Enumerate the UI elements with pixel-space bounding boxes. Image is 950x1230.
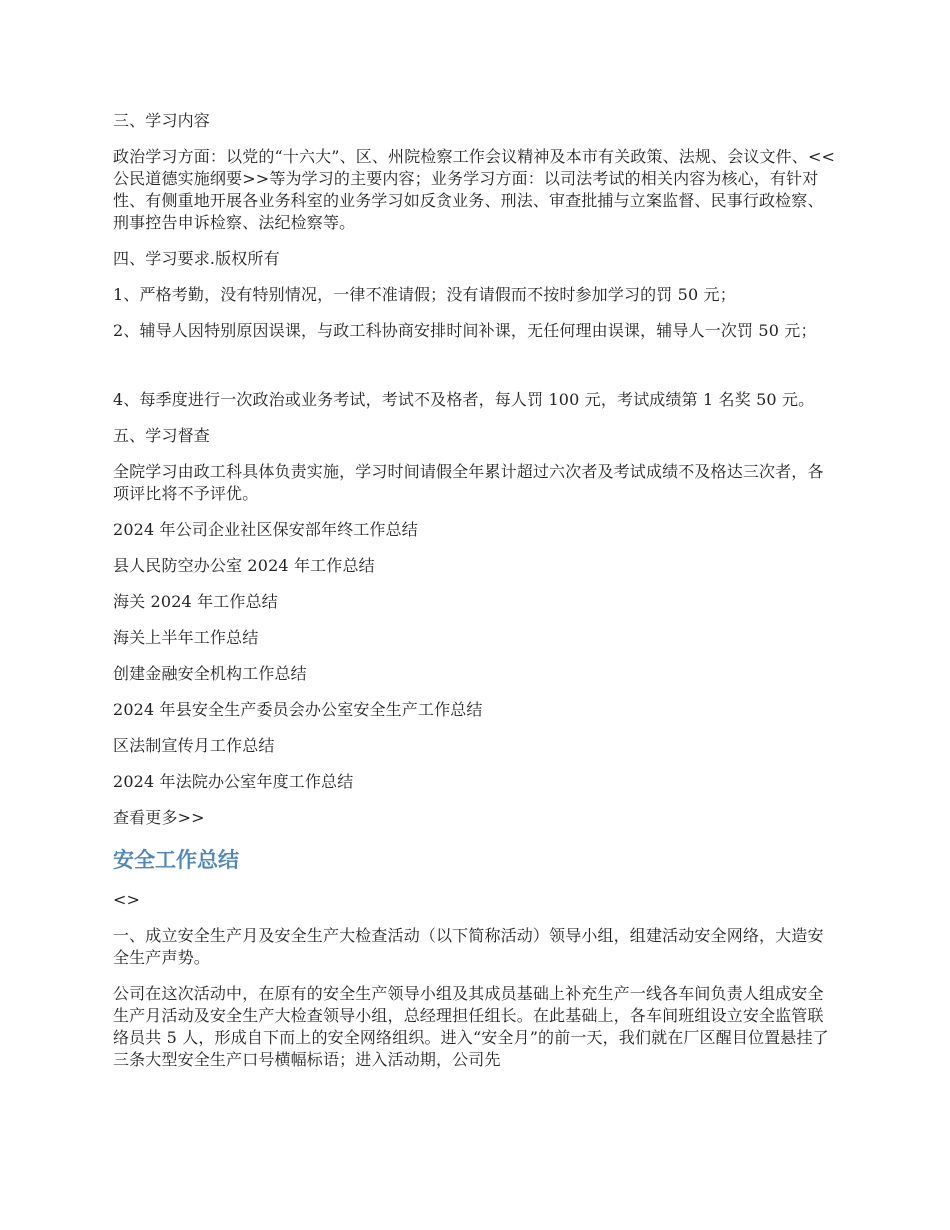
article-paragraph-1: 一、成立安全生产月及安全生产大检查活动（以下简称活动）领导小组，组建活动安全网络，大造安全生产声势。: [113, 926, 824, 967]
related-link[interactable]: 2024 年公司企业社区保安部年终工作总结: [113, 520, 418, 539]
related-link[interactable]: 县人民防空办公室 2024 年工作总结: [113, 556, 375, 575]
related-link[interactable]: 区法制宣传月工作总结: [113, 736, 275, 755]
section-heading-requirements: 四、学习要求.版权所有: [113, 249, 280, 268]
section-heading-supervision: 五、学习督查: [113, 426, 210, 445]
more-link[interactable]: 查看更多>>: [113, 808, 205, 827]
requirement-4: 4、每季度进行一次政治或业务考试，考试不及格者，每人罚 100 元，考试成绩第 1 名奖 50 元。: [113, 390, 815, 409]
article-marker: <>: [113, 890, 141, 909]
related-link[interactable]: 海关 2024 年工作总结: [113, 592, 278, 611]
related-link[interactable]: 创建金融安全机构工作总结: [113, 664, 307, 683]
section-heading-content: 三、学习内容: [113, 111, 210, 130]
related-link[interactable]: 2024 年县安全生产委员会办公室安全生产工作总结: [113, 700, 483, 719]
article-paragraph-2: 公司在这次活动中，在原有的安全生产领导小组及其成员基础上补充生产一线各车间负责人组成安全生产月活动及安全生产大检查领导小组，总经理担任组长。在此基础上，各车间班组设立安全监管联络员共 5 人，形成自下而上的安全网络组织。进入“安全月”的前一天，我们就在厂区醒目位置悬挂了三条大型安全生产口号横幅标语；进入活动期，公司先: [113, 984, 829, 1069]
requirement-1: 1、严格考勤，没有特别情况，一律不准请假；没有请假而不按时参加学习的罚 50 元；: [113, 285, 736, 304]
related-link[interactable]: 海关上半年工作总结: [113, 628, 259, 647]
supervision-paragraph: 全院学习由政工科具体负责实施，学习时间请假全年累计超过六次者及考试成绩不及格达三次者，各项评比将不予评优。: [113, 462, 824, 503]
study-content-paragraph: 政治学习方面：以党的“十六大”、区、州院检察工作会议精神及本市有关政策、法规、会议文件、<<公民道德实施纲要>>等为学习的主要内容；业务学习方面：以司法考试的相关内容为核心，有针对性、有侧重地开展各业务科室的业务学习如反贪业务、刑法、审查批捕与立案监督、民事行政检察、刑事控告申诉检察、法纪检察等。: [113, 147, 836, 232]
article-title: 安全工作总结: [113, 848, 239, 872]
related-link[interactable]: 2024 年法院办公室年度工作总结: [113, 772, 354, 791]
requirement-2: 2、辅导人因特别原因误课，与政工科协商安排时间补课，无任何理由误课，辅导人一次罚 50 元；: [113, 321, 817, 340]
